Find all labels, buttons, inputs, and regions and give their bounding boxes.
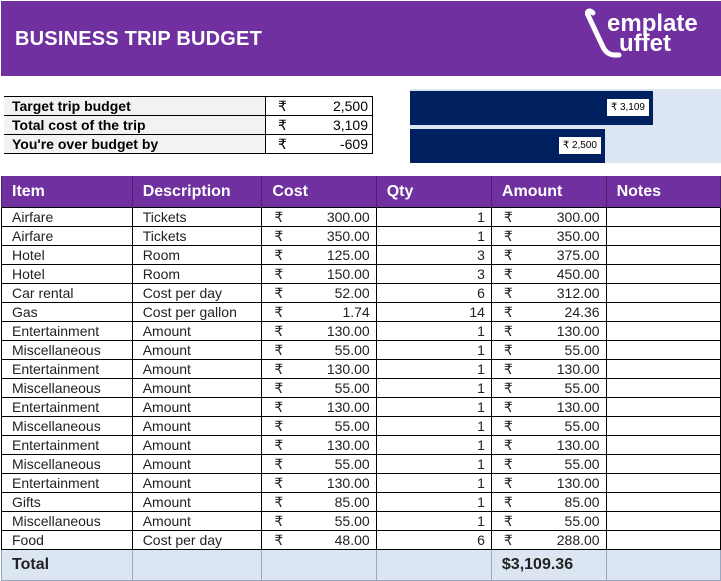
column-header-notes[interactable]: Notes [606, 176, 720, 208]
column-header-qty[interactable]: Qty [376, 176, 491, 208]
cost-value: 150.00 [326, 266, 370, 282]
rupee-symbol: ₹ [503, 437, 513, 453]
cell-notes[interactable] [606, 322, 720, 341]
amount-value: 130.00 [556, 475, 600, 491]
expense-table [1, 176, 721, 581]
rupee-symbol: ₹ [274, 228, 284, 244]
cell-description[interactable]: Amount [132, 455, 262, 474]
cell-description[interactable]: Cost per day [132, 284, 262, 303]
cell-amount[interactable] [491, 284, 606, 303]
column-header-amount[interactable]: Amount [491, 176, 606, 208]
budget-summary [4, 96, 373, 154]
empty-cell[interactable] [132, 550, 262, 581]
cell-item[interactable]: Hotel [2, 265, 133, 284]
column-header-description[interactable]: Description [132, 176, 262, 208]
cell-description[interactable]: Cost per gallon [132, 303, 262, 322]
cell-item[interactable]: Hotel [2, 246, 133, 265]
table-row [2, 265, 721, 284]
bar-data-label: ₹ 2,500 [559, 137, 601, 154]
cell-amount[interactable] [491, 360, 606, 379]
cell-cost[interactable] [262, 284, 376, 303]
cell-amount[interactable] [491, 512, 606, 531]
cost-value: 1.74 [342, 304, 370, 320]
cell-item[interactable]: Miscellaneous [2, 341, 133, 360]
summary-value-cell[interactable] [266, 135, 373, 154]
cell-amount[interactable] [491, 493, 606, 512]
cell-qty[interactable]: 1 [376, 360, 491, 379]
cell-cost[interactable] [262, 531, 376, 550]
summary-row-total-cost [4, 116, 373, 135]
cell-item[interactable]: Miscellaneous [2, 379, 133, 398]
summary-value: 3,109 [332, 117, 368, 133]
page-title: BUSINESS TRIP BUDGET [15, 28, 262, 50]
cell-qty[interactable]: 1 [376, 417, 491, 436]
bar-total-cost [410, 91, 653, 125]
summary-value-cell[interactable] [266, 97, 373, 116]
amount-value: 450.00 [556, 266, 600, 282]
cell-item[interactable]: Miscellaneous [2, 512, 133, 531]
cell-notes[interactable] [606, 417, 720, 436]
cell-amount[interactable] [491, 265, 606, 284]
rupee-symbol: ₹ [503, 380, 513, 396]
logo-text-line1: emplate [607, 10, 698, 37]
cost-value: 130.00 [326, 437, 370, 453]
summary-label: You're over budget by [4, 135, 266, 154]
summary-label: Target trip budget [4, 97, 266, 116]
table-row [2, 341, 721, 360]
cell-cost[interactable] [262, 398, 376, 417]
summary-value-cell[interactable] [266, 116, 373, 135]
summary-row-over-budget [4, 135, 373, 154]
cell-amount[interactable] [491, 341, 606, 360]
amount-value: 130.00 [556, 399, 600, 415]
cell-cost[interactable] [262, 379, 376, 398]
rupee-symbol: ₹ [503, 342, 513, 358]
rupee-symbol: ₹ [503, 361, 513, 377]
cell-description[interactable]: Amount [132, 322, 262, 341]
cell-qty[interactable]: 1 [376, 512, 491, 531]
table-row [2, 531, 721, 550]
cell-notes[interactable] [606, 436, 720, 455]
rupee-symbol: ₹ [503, 475, 513, 491]
cell-cost[interactable] [262, 246, 376, 265]
cell-amount[interactable] [491, 417, 606, 436]
cell-description[interactable]: Tickets [132, 208, 262, 227]
cell-item[interactable]: Gifts [2, 493, 133, 512]
cell-cost[interactable] [262, 493, 376, 512]
rupee-symbol: ₹ [274, 342, 284, 358]
table-row [2, 417, 721, 436]
cell-amount[interactable] [491, 398, 606, 417]
cell-item[interactable]: Entertainment [2, 398, 133, 417]
rupee-symbol: ₹ [274, 285, 284, 301]
rupee-symbol: ₹ [503, 399, 513, 415]
amount-value: 24.36 [564, 304, 600, 320]
cell-notes[interactable] [606, 303, 720, 322]
cell-item[interactable]: Gas [2, 303, 133, 322]
cell-cost[interactable] [262, 265, 376, 284]
cell-cost[interactable] [262, 455, 376, 474]
cell-item[interactable]: Entertainment [2, 322, 133, 341]
rupee-symbol: ₹ [274, 399, 284, 415]
cell-description[interactable]: Amount [132, 360, 262, 379]
rupee-symbol: ₹ [274, 380, 284, 396]
cell-description[interactable]: Amount [132, 493, 262, 512]
cell-description[interactable]: Amount [132, 474, 262, 493]
table-row [2, 246, 721, 265]
rupee-symbol: ₹ [274, 266, 284, 282]
cell-qty[interactable]: 1 [376, 398, 491, 417]
cell-qty[interactable]: 1 [376, 455, 491, 474]
amount-value: 288.00 [556, 532, 600, 548]
cell-cost[interactable] [262, 512, 376, 531]
rupee-symbol: ₹ [503, 285, 513, 301]
cell-description[interactable]: Tickets [132, 227, 262, 246]
cell-qty[interactable]: 1 [376, 227, 491, 246]
cell-description[interactable]: Amount [132, 512, 262, 531]
cost-value: 55.00 [334, 513, 370, 529]
rupee-symbol: ₹ [274, 494, 284, 510]
cost-value: 350.00 [326, 228, 370, 244]
logo-text-line2: uffet [619, 30, 671, 57]
table-row [2, 322, 721, 341]
table-row [2, 455, 721, 474]
cell-qty[interactable]: 1 [376, 379, 491, 398]
rupee-symbol: ₹ [274, 456, 284, 472]
rupee-symbol: ₹ [503, 304, 513, 320]
summary-row-target [4, 97, 373, 116]
empty-cell[interactable] [606, 550, 720, 581]
cell-amount[interactable] [491, 303, 606, 322]
cell-amount[interactable] [491, 436, 606, 455]
cell-description[interactable]: Room [132, 246, 262, 265]
cost-value: 130.00 [326, 323, 370, 339]
cell-cost[interactable] [262, 227, 376, 246]
rupee-symbol: ₹ [274, 513, 284, 529]
cell-cost[interactable] [262, 208, 376, 227]
cell-notes[interactable] [606, 341, 720, 360]
cell-amount[interactable] [491, 379, 606, 398]
cell-amount[interactable] [491, 246, 606, 265]
rupee-symbol: ₹ [278, 98, 287, 114]
cell-cost[interactable] [262, 341, 376, 360]
column-header-item[interactable]: Item [2, 176, 133, 208]
cell-description[interactable]: Amount [132, 341, 262, 360]
amount-value: 85.00 [564, 494, 600, 510]
cell-item[interactable]: Entertainment [2, 436, 133, 455]
cost-value: 130.00 [326, 361, 370, 377]
cell-description[interactable]: Amount [132, 417, 262, 436]
table-row [2, 284, 721, 303]
cell-description[interactable]: Amount [132, 398, 262, 417]
bar-target-budget [410, 129, 605, 163]
cost-value: 300.00 [326, 209, 370, 225]
budget-bar-chart[interactable] [410, 89, 721, 163]
rupee-symbol: ₹ [503, 209, 513, 225]
table-row [2, 208, 721, 227]
cell-qty[interactable]: 1 [376, 322, 491, 341]
cell-amount[interactable] [491, 227, 606, 246]
rupee-symbol: ₹ [503, 247, 513, 263]
empty-cell[interactable] [376, 550, 491, 581]
cost-value: 48.00 [334, 532, 370, 548]
cell-item[interactable]: Airfare [2, 227, 133, 246]
amount-value: 55.00 [564, 513, 600, 529]
amount-value: 130.00 [556, 323, 600, 339]
rupee-symbol: ₹ [274, 323, 284, 339]
table-row [2, 493, 721, 512]
table-row [2, 303, 721, 322]
rupee-symbol: ₹ [274, 418, 284, 434]
empty-cell[interactable] [262, 550, 376, 581]
cell-notes[interactable] [606, 265, 720, 284]
rupee-symbol: ₹ [503, 532, 513, 548]
cost-value: 52.00 [334, 285, 370, 301]
rupee-symbol: ₹ [503, 513, 513, 529]
template-buffet-logo [585, 7, 698, 59]
cell-description[interactable]: Amount [132, 436, 262, 455]
cell-qty[interactable]: 1 [376, 436, 491, 455]
cell-notes[interactable] [606, 246, 720, 265]
rupee-symbol: ₹ [274, 304, 284, 320]
cell-qty[interactable]: 3 [376, 246, 491, 265]
cell-qty[interactable]: 6 [376, 531, 491, 550]
rupee-symbol: ₹ [274, 361, 284, 377]
cell-description[interactable]: Amount [132, 379, 262, 398]
cell-cost[interactable] [262, 436, 376, 455]
rupee-symbol: ₹ [503, 228, 513, 244]
cell-notes[interactable] [606, 360, 720, 379]
cell-notes[interactable] [606, 398, 720, 417]
summary-value: 2,500 [332, 98, 368, 114]
total-amount[interactable]: $3,109.36 [491, 550, 606, 581]
cell-description[interactable]: Room [132, 265, 262, 284]
cell-item[interactable]: Entertainment [2, 360, 133, 379]
cell-notes[interactable] [606, 474, 720, 493]
rupee-symbol: ₹ [274, 247, 284, 263]
table-row [2, 512, 721, 531]
rupee-symbol: ₹ [503, 266, 513, 282]
amount-value: 130.00 [556, 437, 600, 453]
cell-cost[interactable] [262, 417, 376, 436]
cell-notes[interactable] [606, 379, 720, 398]
cell-notes[interactable] [606, 227, 720, 246]
cell-item[interactable]: Miscellaneous [2, 455, 133, 474]
table-row [2, 398, 721, 417]
cell-cost[interactable] [262, 474, 376, 493]
cell-amount[interactable] [491, 455, 606, 474]
cell-amount[interactable] [491, 322, 606, 341]
rupee-symbol: ₹ [503, 323, 513, 339]
cell-item[interactable]: Miscellaneous [2, 417, 133, 436]
table-row [2, 379, 721, 398]
rupee-symbol: ₹ [503, 494, 513, 510]
cell-qty[interactable]: 1 [376, 208, 491, 227]
cost-value: 130.00 [326, 399, 370, 415]
cell-item[interactable]: Food [2, 531, 133, 550]
amount-value: 55.00 [564, 456, 600, 472]
cell-qty[interactable]: 1 [376, 341, 491, 360]
cell-amount[interactable] [491, 474, 606, 493]
amount-value: 375.00 [556, 247, 600, 263]
cell-notes[interactable] [606, 512, 720, 531]
summary-value: -609 [339, 136, 368, 152]
cell-qty[interactable]: 14 [376, 303, 491, 322]
amount-value: 300.00 [556, 209, 600, 225]
cost-value: 55.00 [334, 418, 370, 434]
amount-value: 312.00 [556, 285, 600, 301]
cell-amount[interactable] [491, 531, 606, 550]
cell-amount[interactable] [491, 208, 606, 227]
cell-qty[interactable]: 6 [376, 284, 491, 303]
cell-qty[interactable]: 1 [376, 474, 491, 493]
rupee-symbol: ₹ [503, 418, 513, 434]
cost-value: 130.00 [326, 475, 370, 491]
total-label: Total [2, 550, 133, 581]
cost-value: 55.00 [334, 380, 370, 396]
amount-value: 350.00 [556, 228, 600, 244]
table-row [2, 474, 721, 493]
cell-notes[interactable] [606, 208, 720, 227]
cell-qty[interactable]: 3 [376, 265, 491, 284]
cell-qty[interactable]: 1 [376, 493, 491, 512]
rupee-symbol: ₹ [274, 532, 284, 548]
cost-value: 55.00 [334, 456, 370, 472]
cell-cost[interactable] [262, 322, 376, 341]
header-banner [1, 1, 721, 76]
amount-value: 130.00 [556, 361, 600, 377]
cell-cost[interactable] [262, 303, 376, 322]
table-header-row [2, 176, 721, 208]
cell-notes[interactable] [606, 531, 720, 550]
cell-notes[interactable] [606, 455, 720, 474]
column-header-cost[interactable]: Cost [262, 176, 376, 208]
cell-notes[interactable] [606, 284, 720, 303]
rupee-symbol: ₹ [278, 117, 287, 133]
cell-item[interactable]: Airfare [2, 208, 133, 227]
table-row [2, 436, 721, 455]
rupee-symbol: ₹ [274, 209, 284, 225]
table-row [2, 360, 721, 379]
summary-label: Total cost of the trip [4, 116, 266, 135]
rupee-symbol: ₹ [274, 475, 284, 491]
amount-value: 55.00 [564, 418, 600, 434]
rupee-symbol: ₹ [503, 456, 513, 472]
cell-cost[interactable] [262, 360, 376, 379]
cell-item[interactable]: Car rental [2, 284, 133, 303]
rupee-symbol: ₹ [278, 136, 287, 152]
table-row [2, 227, 721, 246]
cost-value: 85.00 [334, 494, 370, 510]
bar-data-label: ₹ 3,109 [607, 99, 649, 116]
amount-value: 55.00 [564, 342, 600, 358]
total-row [2, 550, 721, 581]
amount-value: 55.00 [564, 380, 600, 396]
cost-value: 125.00 [326, 247, 370, 263]
rupee-symbol: ₹ [274, 437, 284, 453]
cost-value: 55.00 [334, 342, 370, 358]
cell-description[interactable]: Cost per day [132, 531, 262, 550]
cell-item[interactable]: Entertainment [2, 474, 133, 493]
cell-notes[interactable] [606, 493, 720, 512]
